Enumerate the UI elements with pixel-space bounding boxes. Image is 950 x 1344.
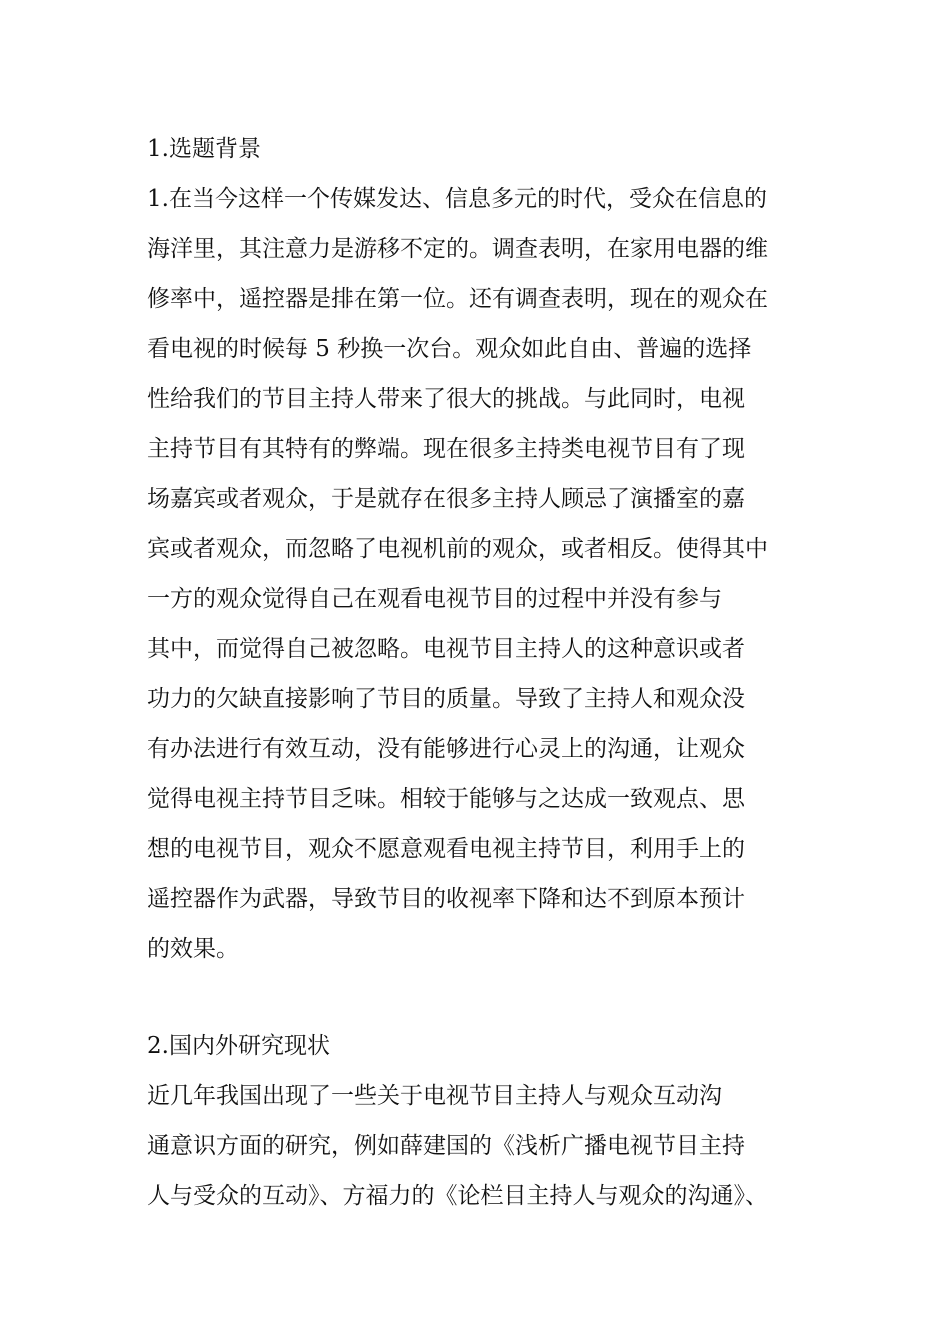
- paragraph-line: 1.在当今这样一个传媒发达、信息多元的时代，受众在信息的: [147, 186, 767, 212]
- paragraph-line: 看电视的时候每 5 秒换一次台。观众如此自由、普遍的选择: [147, 336, 752, 362]
- paragraph-line: 其中，而觉得自己被忽略。电视节目主持人的这种意识或者: [147, 636, 745, 662]
- paragraph-line: 主持节目有其特有的弊端。现在很多主持类电视节目有了现: [147, 436, 745, 462]
- paragraph-line: 人与受众的互动》、方福力的《论栏目主持人与观众的沟通》、: [147, 1183, 768, 1209]
- section-heading: 1.选题背景: [147, 136, 261, 162]
- paragraph-line: 场嘉宾或者观众，于是就存在很多主持人顾忌了演播室的嘉: [147, 486, 745, 512]
- paragraph-line: 通意识方面的研究，例如薛建国的《浅析广播电视节目主持: [147, 1133, 745, 1159]
- paragraph-line: 一方的观众觉得自己在观看电视节目的过程中并没有参与: [147, 586, 722, 612]
- section-research-status: [147, 1021, 827, 1221]
- paragraph-line: 性给我们的节目主持人带来了很大的挑战。与此同时，电视: [147, 386, 745, 412]
- paragraph-line: 海洋里，其注意力是游移不定的。调查表明，在家用电器的维: [147, 236, 768, 262]
- paragraph-line: 觉得电视主持节目乏味。相较于能够与之达成一致观点、思: [147, 786, 745, 812]
- paragraph-line: 近几年我国出现了一些关于电视节目主持人与观众互动沟: [147, 1083, 722, 1109]
- section-heading: 2.国内外研究现状: [147, 1033, 330, 1059]
- paragraph-line: 的效果。: [147, 936, 239, 962]
- section-background: [147, 124, 827, 974]
- paragraph-line: 有办法进行有效互动，没有能够进行心灵上的沟通，让观众: [147, 736, 745, 762]
- paragraph-line: 修率中，遥控器是排在第一位。还有调查表明，现在的观众在: [147, 286, 768, 312]
- paragraph-line: 功力的欠缺直接影响了节目的质量。导致了主持人和观众没: [147, 686, 745, 712]
- paragraph-line: 想的电视节目，观众不愿意观看电视主持节目，利用手上的: [147, 836, 745, 862]
- paragraph-line: 遥控器作为武器，导致节目的收视率下降和达不到原本预计: [147, 886, 745, 912]
- paragraph-line: 宾或者观众，而忽略了电视机前的观众，或者相反。使得其中: [147, 536, 768, 562]
